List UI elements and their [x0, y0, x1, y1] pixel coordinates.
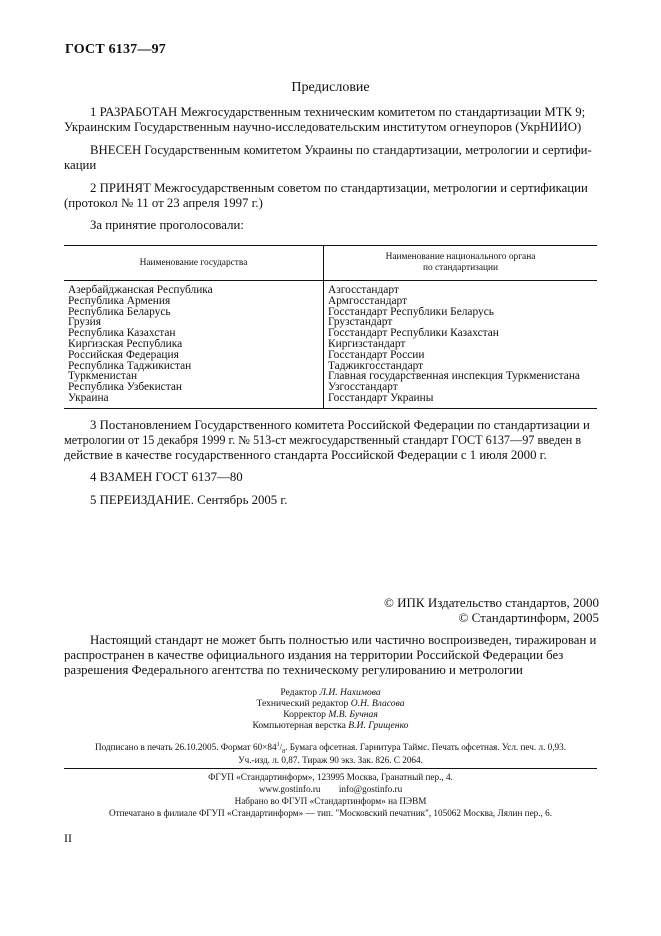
notice-line-1: Настоящий стандарт не может быть полностью или частично воспроизведен, тиражирован и — [90, 633, 597, 647]
table-row-body: Госстандарт Республики Казахстан — [328, 327, 499, 340]
paragraph-reissue: 5 ПЕРЕИЗДАНИЕ. Сентябрь 2005 г. — [90, 493, 288, 507]
credit-proofreader: Корректор М.В. Бучная — [283, 709, 378, 720]
credit-editor: Редактор Л.И. Нахимова — [280, 687, 381, 698]
credit-layout: Компьютерная верстка В.И. Грищенко — [252, 720, 409, 731]
standard-code-header: ГОСТ 6137—97 — [65, 42, 166, 57]
publisher-line-1: ФГУП «Стандартинформ», 123995 Москва, Гранатный пер., 4. — [208, 772, 453, 782]
table-row-body: Таджикгосстандарт — [328, 359, 424, 372]
imprint-line-1: Подписано в печать 26.10.2005. Формат $60\times 84^1/_8$. Бумага офсетная. Гарнитура Таймс. Печать офсетная. Усл. печ. л. 0,93. — [94, 742, 567, 755]
table-row-state: Украина — [68, 391, 109, 404]
paragraph-adopted-line1: 2 ПРИНЯТ Межгосударственным советом по стандартизации, метрологии и сертификации — [90, 181, 588, 195]
paragraph-submitted-line1: ВНЕСЕН Государственным комитетом Украины по стандартизации, метрологии и сертифи- — [90, 143, 592, 157]
paragraph-resolution-line2: метрологии от 15 декабря 1999 г. № 513-ст межгосударственный стандарт ГОСТ 6137—97 введен в — [64, 433, 582, 447]
column-header-state: Наименование государства — [64, 246, 324, 281]
table-row-state: Грузия — [68, 316, 101, 329]
paragraph-developed-line2: Украинским Государственным научно-исследовательским институтом огнеупоров (УкрНИИО) — [64, 120, 582, 134]
table-row-body: Госстандарт Республики Беларусь — [328, 305, 494, 318]
paragraph-submitted-line2: кации — [64, 158, 97, 172]
states-column — [64, 281, 324, 409]
bodies-column — [324, 281, 598, 409]
credit-technical-editor: Технический редактор О.Н. Власова — [256, 698, 405, 709]
page-number: II — [64, 831, 72, 845]
table-row-body: Киргизстандарт — [328, 337, 406, 350]
paragraph-developed-line1: 1 РАЗРАБОТАН Межгосударственным техническим комитетом по стандартизации МТК 9; — [90, 105, 586, 119]
paragraph-replaces: 4 ВЗАМЕН ГОСТ 6137—80 — [90, 470, 243, 484]
voting-table — [64, 245, 597, 409]
table-row-state: Туркменистан — [68, 370, 138, 383]
imprint-line-2: Уч.-изд. л. 0,87. Тираж 90 экз. Зак. 826. С 2064. — [238, 755, 423, 765]
table-row-state: Республика Армения — [68, 294, 171, 307]
table-row-state: Российская Федерация — [68, 348, 179, 361]
copyright-line-1: © ИПК Издательство стандартов, 2000 — [384, 595, 599, 610]
foreword-title: Предисловие — [291, 80, 370, 95]
paragraph-adopted-line2: (протокол № 11 от 23 апреля 1997 г.) — [64, 196, 263, 210]
divider-rule — [64, 768, 597, 769]
table-row-state: Республика Таджикистан — [68, 359, 192, 372]
publisher-line-3: Набрано во ФГУП «Стандартинформ» на ПЭВМ — [234, 796, 427, 806]
table-row-body: Госстандарт Украины — [328, 391, 434, 404]
publisher-line-2: www.gostinfo.ru info@gostinfo.ru — [258, 784, 403, 794]
table-row-body: Азгосстандарт — [328, 284, 399, 296]
notice-line-2: распространен в качестве официального издания на территории Российской Федерации без — [64, 648, 564, 662]
table-row-body: Грузстандарт — [328, 316, 393, 329]
copyright-line-2: © Стандартинформ, 2005 — [458, 610, 599, 625]
publisher-line-4: Отпечатано в филиале ФГУП «Стандартинформ» — тип. "Московский печатник", 105062 Москва, Лялин пер., 6. — [108, 808, 553, 818]
paragraph-resolution-line3: действие в качестве государственного стандарта Российской Федерации с 1 июля 2000 г. — [64, 448, 547, 462]
notice-line-3: разрешения Федерального агентства по техническому регулированию и метрологии — [64, 663, 523, 677]
table-row-state: Киргизская Республика — [68, 337, 183, 350]
table-row-state: Республика Узбекистан — [68, 381, 182, 394]
paragraph-resolution-line1: 3 Постановлением Государственного комитета Российской Федерации по стандартизации и — [90, 418, 590, 432]
vote-intro: За принятие проголосовали: — [90, 218, 244, 232]
column-header-body: Наименование национального органа по стандартизации — [324, 246, 598, 281]
table-row-body: Узгосстандарт — [328, 381, 398, 394]
table-row-body: Армгосстандарт — [328, 294, 408, 307]
table-row-state: Азербайджанская Республика — [68, 284, 213, 296]
table-row-body: Госстандарт России — [328, 348, 425, 361]
table-row-state: Республика Казахстан — [68, 327, 176, 340]
table-row-state: Республика Беларусь — [68, 305, 171, 318]
table-row-body: Главная государственная инспекция Туркменистана — [328, 370, 580, 383]
